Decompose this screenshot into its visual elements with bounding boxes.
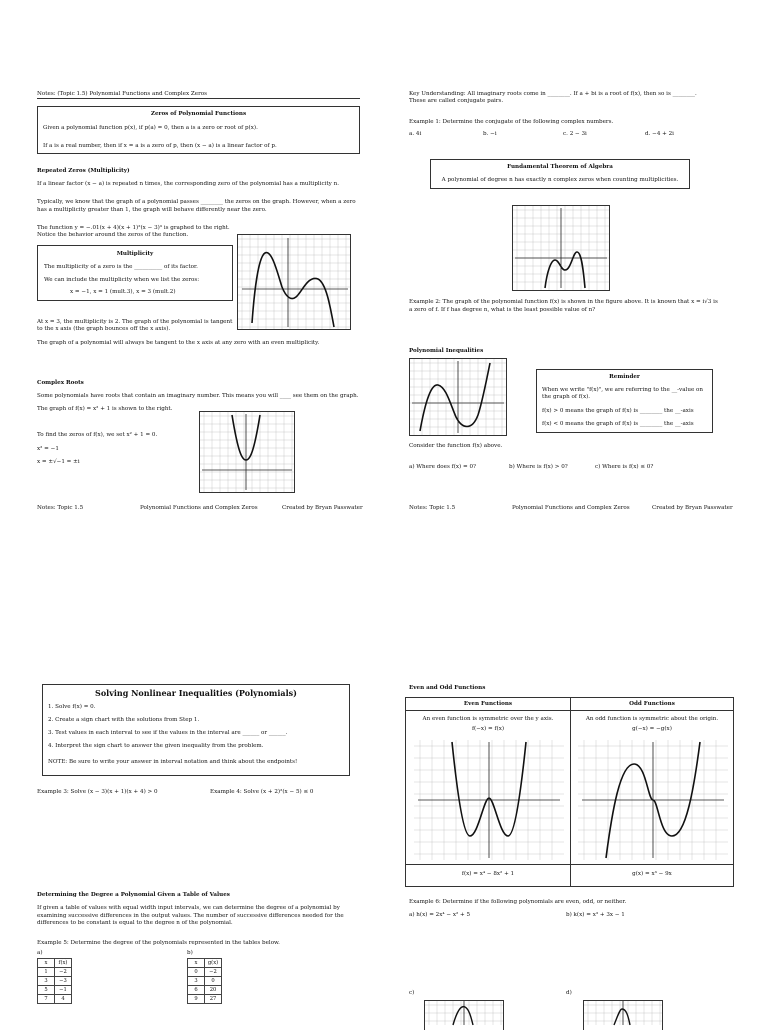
rem-l1: When we write "f(x)", we are referring to the __-value on [542,387,703,393]
mult-l3: x = −1, x = 1 (mult.3), x = 3 (mult.2) [70,289,176,295]
q-a: a) Where does f(x) = 0? [409,464,477,470]
odd-desc: An odd function is symmetric about the origin. [585,716,719,722]
table-a-label: a) [37,950,43,956]
fta-text: A polynomial of degree n has exactly n complex zeros when counting multiplicities. [441,177,679,183]
p1-header: Notes: (Topic 1.5) Polynomial Functions and Complex Zeros [37,91,208,97]
ex3: Example 3: Solve (x − 3)(x + 1)(x + 4) > 0 [37,789,158,795]
p2-foot-c: Created by Bryan Passwater [652,505,733,511]
even-desc: An even function is symmetric over the y axis. [422,716,554,722]
ex1-d: d. −4 + 2i [645,131,674,137]
p1-foot-a: Notes: Topic 1.5 [37,505,84,511]
graph-ex6d [583,1000,663,1030]
even-formula: f(−x) = f(x) [471,726,505,732]
ex1-b: b. −i [483,131,497,137]
mult-title: Multiplicity [116,251,154,257]
cr-l2: The graph of f(x) = x² + 1 is shown to the right. [37,406,173,412]
even-odd-table [405,697,734,887]
tb-h1: g(x) [205,959,222,968]
curve-ex6d [614,1009,630,1025]
sni-s2: 2. Create a sign chart with the solutions from Step 1. [48,717,200,723]
curve-inequalities [420,363,490,431]
ta-h0: x [38,959,55,968]
curve-ex6c [453,1007,473,1025]
odd-heading: Odd Functions [629,701,675,707]
ta-h1: f(x) [55,959,72,968]
rep-title: Repeated Zeros (Multiplicity) [37,168,130,174]
even-heading: Even Functions [463,701,513,707]
p1-foot-b: Polynomial Functions and Complex Zeros [140,505,258,511]
graph-complex-roots [199,411,295,493]
table-b [187,958,222,1004]
eo-title: Even and Odd Functions [409,685,486,691]
tan-l3: The graph of a polynomial will always be tangent to the x axis at any zero with an even multiplicity. [37,340,320,346]
zeros-line1: Given a polynomial function p(x), if p(a) = 0, then a is a zero or root of p(x). [43,125,258,131]
cr-title: Complex Roots [37,380,84,386]
p2-foot-b: Polynomial Functions and Complex Zeros [512,505,630,511]
table-row: 1 −2 [38,968,72,977]
graph-example2 [512,205,610,291]
q-c: c) Where is f(x) ≤ 0? [595,464,654,470]
p2-foot-a: Notes: Topic 1.5 [409,505,456,511]
rep-p2: Typically, we know that the graph of a polynomial passes ________ the zeros on the graph. However, when a zero has a multiplicity greater than 1, the graph will behave differently near the zero. [37,199,356,213]
tan-l2: to the x axis (the graph bounces off the x axis). [37,326,171,332]
tb-h0: x [188,959,205,968]
rep-p3a: The function y = −.01(x + 4)(x + 1)²(x − 3)³ is graphed to the right. [37,225,230,231]
ex6: Example 6: Determine if the following polynomials are even, odd, or neither. [409,899,627,905]
tan-l1: At x = 3, the multiplicity is 2. The graph of the polynomial is tangent [37,319,233,325]
odd-formula: g(−x) = −g(x) [632,726,672,732]
even-caption: f(x) = x⁴ − 8x² + 1 [461,871,515,877]
table-a [37,958,72,1004]
q-b: b) Where is f(x) > 0? [509,464,568,470]
mult-l2: We can include the multiplicity when we list the zeros: [44,277,200,283]
ex6-c: c) [409,990,415,996]
deg-p: If given a table of values with equal width input intervals, we can determine the degree of a polynomial by examining successive differences in the output values. The number of successive differences needed for the differences to be constant is equal to the degree n of the polynomial. [37,905,344,926]
ex1-a: a. 4i [409,131,422,137]
zeros-box [37,106,360,154]
ex6-d: d) [566,990,572,996]
sni-box [42,684,350,776]
key-l2: These are called conjugate pairs. [409,98,504,104]
p1-foot-c: Created by Bryan Passwater [282,505,363,511]
rep-p1: If a linear factor (x − a) is repeated n times, the corresponding zero of the polynomial has a multiplicity n. [37,181,339,187]
rem-l2: the graph of f(x). [542,394,591,400]
zeros-line2: If a is a real number, then if x = a is a zero of p, then (x − a) is a linear factor of p. [43,143,277,149]
mult-l1: The multiplicity of a zero is the __________ of its factor. [44,264,198,270]
table-row: 6 20 [188,986,222,995]
ex1: Example 1: Determine the conjugate of the following complex numbers. [409,119,614,125]
table-row: 5 −1 [38,986,72,995]
key-l1: Key Understanding: All imaginary roots come in ________. If a + bi is a root of f(x), then so is ________. [409,91,697,97]
fta-box [430,159,690,189]
pi-title: Polynomial Inequalities [409,348,484,354]
sni-s1: 1. Solve f(x) = 0. [48,704,96,710]
rep-p3b: Notice the behavior around the zeros of the function. [37,232,189,238]
sni-s4: 4. Interpret the sign chart to answer the given inequality from the problem. [48,743,264,749]
ex1-c: c. 2 − 3i [563,131,587,137]
multiplicity-box [37,245,233,301]
table-b-label: b) [187,950,193,956]
sni-note: NOTE: Be sure to write your answer in interval notation and think about the endpoints! [48,759,298,765]
table-row: 3 −3 [38,977,72,986]
sni-s3: 3. Test values in each interval to see if the values in the interval are ______ or ______. [48,730,288,736]
table-row: 7 4 [38,995,72,1004]
fta-title: Fundamental Theorem of Algebra [507,164,613,170]
graph-ex6c [424,1000,504,1030]
deg-title: Determining the Degree a Polynomial Given a Table of Values [37,892,230,898]
table-row: 9 27 [188,995,222,1004]
ex2-l2: a zero of f. If f has degree n, what is the least possible value of n? [409,307,596,313]
cr-l1: Some polynomials have roots that contain an imaginary number. This means you will ____ see them on the graph. [37,393,359,399]
cr-l5: x = ±√−1 = ±i [37,459,80,465]
odd-caption: g(x) = x³ − 9x [632,871,672,877]
reminder-box [536,369,713,433]
ex6-b: b) k(x) = x³ + 3x − 1 [566,912,625,918]
graph-even [414,740,564,860]
consider: Consider the function f(x) above. [409,443,503,449]
curve-multiplicity [252,253,334,327]
ex2-l1: Example 2: The graph of the polynomial function f(x) is shown in the figure above. It is known that x = i√3 is [409,299,718,305]
cr-l3: To find the zeros of f(x), we set x² + 1 = 0. [37,432,158,438]
rem-l3: f(x) > 0 means the graph of f(x) is ________ the __-axis [542,408,694,414]
sni-title: Solving Nonlinear Inequalities (Polynomials) [95,688,297,698]
graph-multiplicity [237,234,351,330]
table-row: 0 −2 [188,968,222,977]
graph-inequalities [409,358,507,436]
table-row: 3 0 [188,977,222,986]
cr-l4: x² = −1 [37,446,59,452]
ex4: Example 4: Solve (x + 2)²(x − 5) ≤ 0 [210,789,314,795]
ex6-a: a) h(x) = 2x⁴ − x² + 5 [409,912,471,918]
rem-title: Reminder [609,374,640,380]
graph-odd [578,740,728,860]
graph-multiplicity-svg [238,235,350,329]
rem-l4: f(x) < 0 means the graph of f(x) is ________ the __-axis [542,421,694,427]
ex5: Example 5: Determine the degree of the polynomials represented in the tables below. [37,940,280,946]
zeros-title: Zeros of Polynomial Functions [150,111,247,117]
